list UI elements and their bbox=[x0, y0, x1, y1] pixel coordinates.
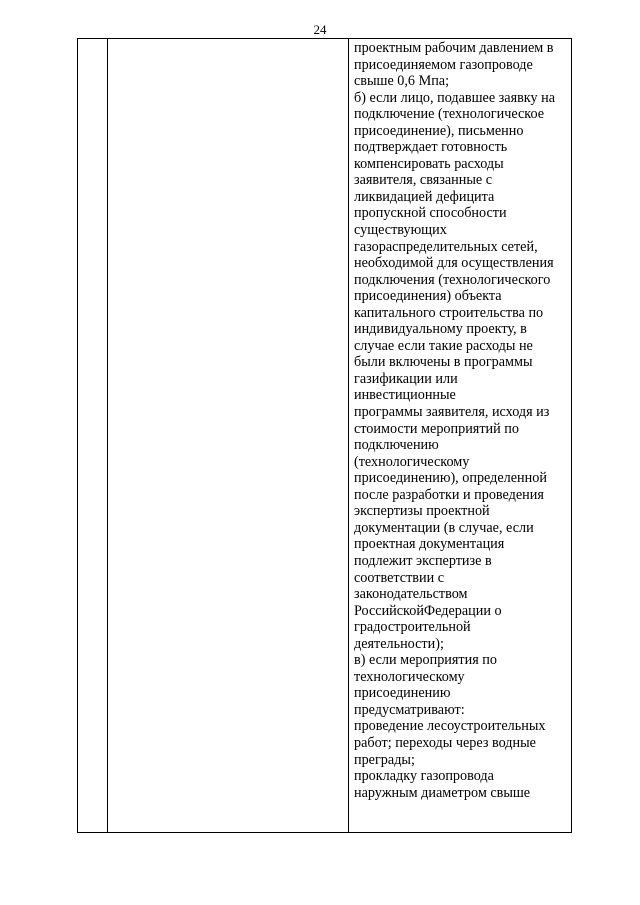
text-line: технологическому bbox=[354, 668, 465, 685]
text-line: экспертизы проектной bbox=[354, 503, 490, 520]
text-line: присоединение), письменно bbox=[354, 122, 524, 139]
text-line: наружным диаметром свыше bbox=[354, 784, 531, 801]
text-line: соответствии с bbox=[354, 569, 445, 586]
text-line: после разработки и проведения bbox=[354, 486, 544, 503]
text-line: были включены в программы bbox=[354, 354, 533, 371]
text-line: необходимой для осуществления bbox=[354, 255, 554, 272]
text-line: заявителя, связанные с bbox=[354, 172, 493, 189]
text-line: подключения (технологического bbox=[354, 271, 551, 288]
text-line: (технологическому bbox=[354, 453, 470, 470]
text-line: газификации или bbox=[354, 370, 458, 387]
text-line: законодательством bbox=[354, 586, 468, 603]
text-line: присоединению bbox=[354, 685, 451, 702]
text-line: ликвидацией дефицита bbox=[354, 188, 495, 205]
text-line: подтверждает готовность bbox=[354, 139, 508, 156]
text-line: РоссийскойФедерации о bbox=[354, 602, 502, 619]
text-line: подключению bbox=[354, 437, 439, 454]
text-line: газораспределительных сетей, bbox=[354, 238, 538, 255]
text-line: существующих bbox=[354, 222, 447, 239]
text-line: присоединению), определенной bbox=[354, 470, 547, 487]
text-line: работ; переходы через водные bbox=[354, 734, 536, 751]
text-line: капитального строительства по bbox=[354, 304, 544, 321]
text-line: в) если мероприятия по bbox=[354, 652, 497, 669]
text-line: случае если такие расходы не bbox=[354, 337, 533, 354]
document-table bbox=[77, 38, 572, 833]
text-line: проектная документация bbox=[354, 536, 505, 553]
text-line: предусматривают: bbox=[354, 701, 465, 718]
text-line: подключение (технологическое bbox=[354, 106, 545, 123]
text-line: индивидуальному проекту, в bbox=[354, 321, 527, 338]
text-line: свыше 0,6 Мпа; bbox=[354, 73, 450, 90]
text-line: пропускной способности bbox=[354, 205, 507, 222]
text-line: подлежит экспертизе в bbox=[354, 552, 492, 569]
text-line: прокладку газопровода bbox=[354, 768, 494, 785]
text-line: б) если лицо, подавшее заявку на bbox=[354, 89, 556, 106]
page-number: 24 bbox=[313, 22, 327, 37]
text-line: стоимости мероприятий по bbox=[354, 420, 519, 437]
text-line: документации (в случае, если bbox=[354, 519, 534, 536]
text-line: инвестиционные bbox=[354, 387, 456, 404]
text-line: компенсировать расходы bbox=[354, 155, 504, 172]
text-line: программы заявителя, исходя из bbox=[354, 404, 550, 421]
text-line: преграды; bbox=[354, 751, 415, 768]
text-line: градостроительной bbox=[354, 619, 471, 636]
text-line: проектным рабочим давлением в bbox=[354, 40, 554, 56]
table-column-3-text bbox=[349, 39, 571, 832]
text-line: присоединения) объекта bbox=[354, 288, 502, 305]
text-line: деятельности); bbox=[354, 635, 444, 652]
table-column-1 bbox=[78, 39, 108, 832]
text-line: проведение лесоустроительных bbox=[354, 718, 546, 735]
table-column-2 bbox=[108, 39, 349, 832]
text-line: присоединяемом газопроводе bbox=[354, 56, 533, 73]
